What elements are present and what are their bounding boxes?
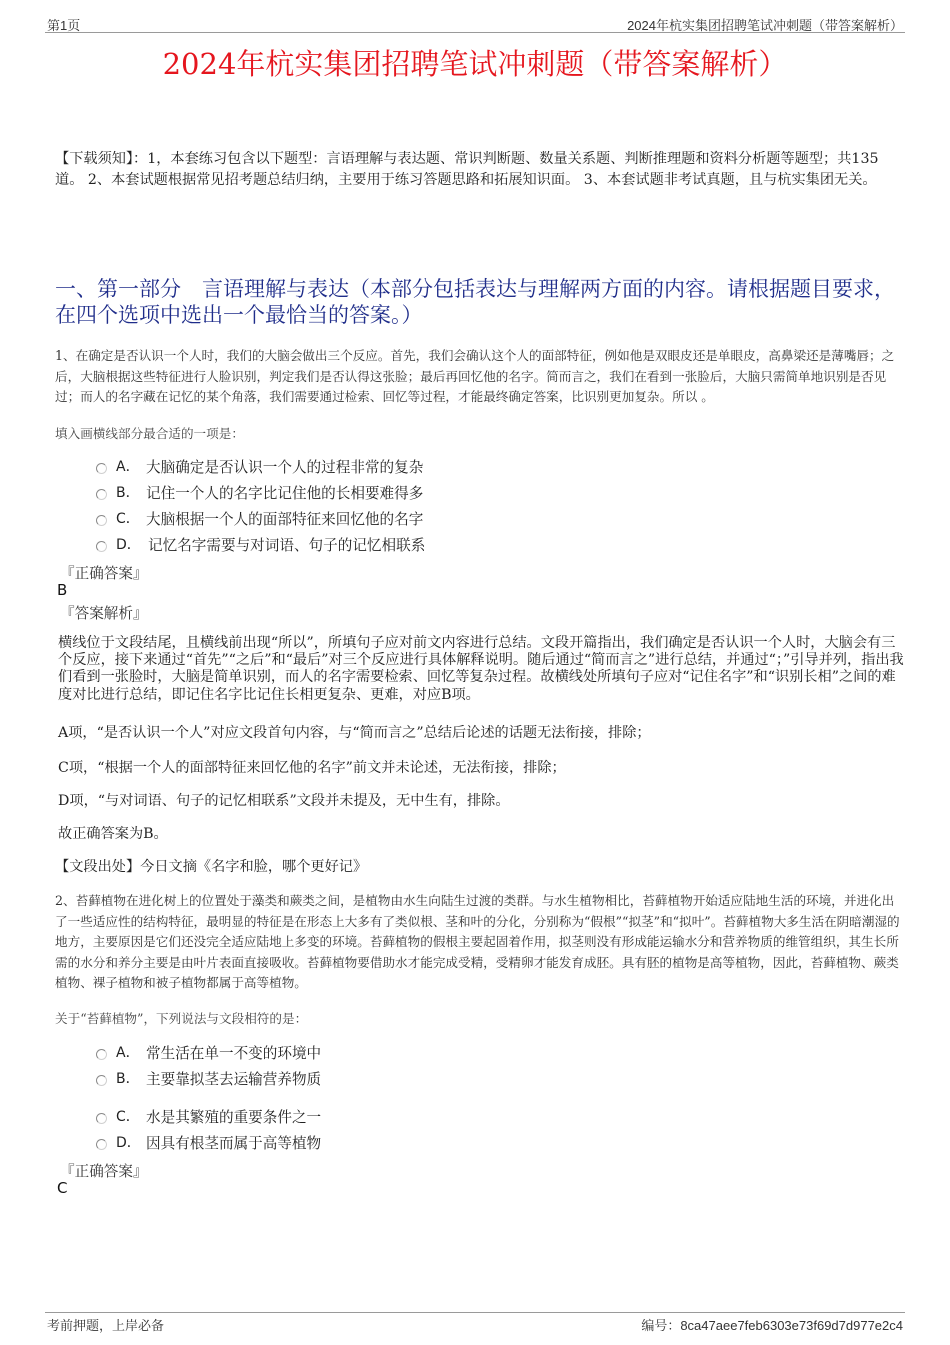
question-1-option-c[interactable] xyxy=(96,507,423,529)
option-text: 主要靠拟茎去运输营养物质 xyxy=(146,1070,322,1088)
option-text: 因具有根茎而属于高等植物 xyxy=(146,1134,322,1152)
question-1-analysis-label: 『答案解析』 xyxy=(60,605,148,622)
option-text: 记住一个人的名字比记住他的长相要难得多 xyxy=(146,484,424,502)
option-text: 常生活在单一不变的环境中 xyxy=(146,1044,322,1062)
question-1-analysis-option-d: D项，“与对词语、句子的记忆相联系”文段并未提及，无中生有，排除。 xyxy=(58,793,510,809)
page-footer xyxy=(45,1312,905,1333)
question-1-option-a[interactable] xyxy=(96,455,423,477)
option-text: 水是其繁殖的重要条件之一 xyxy=(146,1108,322,1126)
footer-slogan: 考前押题，上岸必备 xyxy=(47,1318,165,1333)
option-text: 记忆名字需要与对词语、句子的记忆相联系 xyxy=(148,536,426,554)
radio-icon[interactable] xyxy=(96,1049,107,1060)
serial-number: 8ca47aee7feb6303e73f69d7d977e2c4 xyxy=(680,1318,903,1333)
question-2-answer: C xyxy=(57,1179,68,1197)
radio-icon[interactable] xyxy=(96,1113,107,1124)
question-2-option-c[interactable] xyxy=(96,1105,321,1127)
question-2-stem: 2、苔藓植物在进化树上的位置处于藻类和蕨类之间，是植物由水生向陆生过渡的类群。与水生植物相比，苔藓植物开始适应陆地生活的环境，并进化出了一些适应性的结构特征，最明显的特征是在形态上大多有了类似根、茎和叶的分化，分别称为“假根”“拟茎”和“拟叶”。苔藓植物大多生活在阴暗潮湿的地方，主要原因是它们还没完全适应陆地上多变的环境。苔藓植物的假根主要起固着作用，拟茎则没有形成能运输水分和营养物质的维管组织，其生长所需的水分和养分主要是由叶片表面直接吸收。苔藓植物要借助水才能完成受精，受精卵才能发育成胚。具有胚的植物是高等植物，因此，苔藓植物、蕨类植物、裸子植物和被子植物都属于高等植物。 xyxy=(55,893,900,990)
page-number: 第1页 xyxy=(47,18,81,33)
download-notice: 【下载须知】：1，本套练习包含以下题型：言语理解与表达题、常识判断题、数量关系题、判断推理题和资料分析题等题型；共135道。 2、本套试题根据常见招考题总结归纳，主要用于练习答题思路和拓展知识面。 3、本套试题非考试真题，且与杭实集团无关。 xyxy=(55,151,879,188)
option-letter: A． xyxy=(116,459,140,475)
section-heading: 一、第一部分 言语理解与表达（本部分包括表达与理解两方面的内容。请根据题目要求，在四个选项中选出一个最恰当的答案。） xyxy=(55,277,895,327)
question-2-option-b[interactable] xyxy=(96,1067,321,1089)
question-1-stem: 1、在确定是否认识一个人时，我们的大脑会做出三个反应。首先，我们会确认这个人的面部特征，例如他是双眼皮还是单眼皮，高鼻梁还是薄嘴唇；之后，大脑根据这些特征进行人脸识别，判定我们是否认得这张脸；最后再回忆他的名字。简而言之，我们在看到一张脸后，大脑只需简单地识别是否见过；而人的名字藏在记忆的某个角落，我们需要通过检索、回忆等过程，才能最终确定答案，比识别更加复杂。所以 。 xyxy=(55,348,895,404)
question-1-analysis-summary: 横线位于文段结尾，且横线前出现“所以”，所填句子应对前文内容进行总结。文段开篇指出，我们确定是否认识一个人时，大脑会有三个反应，接下来通过“首先”“之后”和“最后”对三个反应进行具体解释说明。随后通过“简而言之”进行总结，并通过“；”引导并列，指出我们看到一张脸时，大脑是简单识别，而人的名字需要检索、回忆等复杂过程。故横线处所填句子应对“记住名字”和“识别长相”之间的难度对比进行总结，即记住名字比记住长相更复杂、更难，对应B项。 xyxy=(58,635,904,703)
radio-icon[interactable] xyxy=(96,1075,107,1086)
page-header xyxy=(45,14,905,33)
radio-icon[interactable] xyxy=(96,1139,107,1150)
question-2-option-d[interactable] xyxy=(96,1131,321,1153)
option-letter: C． xyxy=(116,511,140,527)
question-2-answer-label: 『正确答案』 xyxy=(60,1163,148,1180)
question-1-analysis-option-c: C项，“根据一个人的面部特征来回忆他的名字”前文并未论述，无法衔接，排除； xyxy=(58,760,566,776)
footer-serial xyxy=(641,1315,903,1334)
header-doc-title: 2024年杭实集团招聘笔试冲刺题（带答案解析） xyxy=(627,18,903,33)
option-text: 大脑确定是否认识一个人的过程非常的复杂 xyxy=(146,458,424,476)
question-1-option-d[interactable] xyxy=(96,533,425,555)
question-1-analysis-option-a: A项，“是否认识一个人”对应文段首句内容，与“简而言之”总结后论述的话题无法衔接，排除； xyxy=(58,725,651,741)
question-2-prompt: 关于“苔藓植物”，下列说法与文段相符的是： xyxy=(55,1011,308,1026)
option-text: 大脑根据一个人的面部特征来回忆他的名字 xyxy=(146,510,424,528)
question-1-option-b[interactable] xyxy=(96,481,423,503)
question-1-conclusion: 故正确答案为B。 xyxy=(58,826,168,842)
option-letter: D． xyxy=(116,1135,141,1151)
radio-icon[interactable] xyxy=(96,541,107,552)
radio-icon[interactable] xyxy=(96,515,107,526)
question-1-answer: B xyxy=(57,581,68,599)
question-1-prompt: 填入画横线部分最合适的一项是： xyxy=(55,426,244,441)
question-2-option-a[interactable] xyxy=(96,1041,321,1063)
radio-icon[interactable] xyxy=(96,489,107,500)
document-title: 2024年杭实集团招聘笔试冲刺题（带答案解析） xyxy=(162,47,788,81)
question-1-answer-label: 『正确答案』 xyxy=(60,565,148,582)
option-letter: C． xyxy=(116,1109,140,1125)
option-letter: B． xyxy=(116,485,140,501)
option-letter: B． xyxy=(116,1071,140,1087)
radio-icon[interactable] xyxy=(96,463,107,474)
option-letter: D． xyxy=(116,537,141,553)
question-1-source: 【文段出处】今日文摘《名字和脸，哪个更好记》 xyxy=(55,859,368,875)
serial-label: 编号： xyxy=(641,1318,681,1333)
option-letter: A． xyxy=(116,1045,140,1061)
